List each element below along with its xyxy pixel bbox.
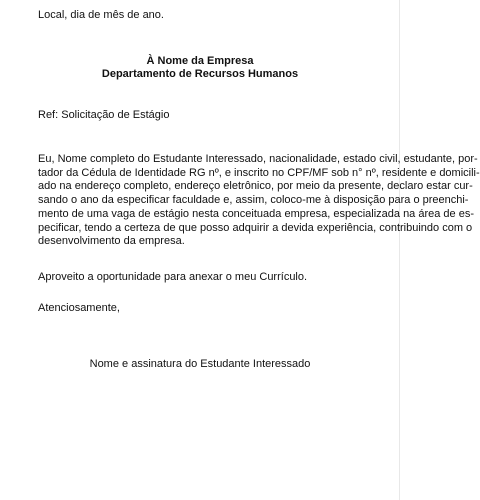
signature-line: Nome e assinatura do Estudante Interessado: [89, 358, 311, 370]
recipient-name: À Nome da Empresa: [146, 55, 254, 67]
body-line: tador da Cédula de Identidade RG nº, e inscrito no CPF/MF sob n° nº, residente e domicili-: [38, 166, 480, 179]
body-line: desenvolvimento da empresa.: [38, 235, 185, 248]
body-line: ado na endereço completo, endereço eletrônico, por meio da presente, declaro estar cur-: [38, 180, 473, 193]
place-date-line: Local, dia de mês de ano.: [38, 9, 164, 21]
reference-line: Ref: Solicitação de Estágio: [38, 109, 170, 121]
closing-line: Atenciosamente,: [38, 302, 120, 314]
body-line: pecificar, tendo a certeza de que posso adquirir a devida experiência, contribuindo com o: [38, 221, 473, 234]
body-line: sando o ano da especificar faculdade e, assim, coloco-me à disposição para o preenchi-: [38, 194, 469, 207]
letter-body: [38, 153, 480, 249]
attachment-note: Aproveito a oportunidade para anexar o meu Currículo.: [38, 271, 308, 283]
body-line: Eu, Nome completo do Estudante Interessado, nacionalidade, estado civil, estudante, por-: [38, 153, 478, 165]
recipient-department: Departamento de Recursos Humanos: [101, 68, 299, 80]
body-line: mento de uma vaga de estágio nesta conceituada empresa, especializada na área de es-: [38, 207, 475, 220]
